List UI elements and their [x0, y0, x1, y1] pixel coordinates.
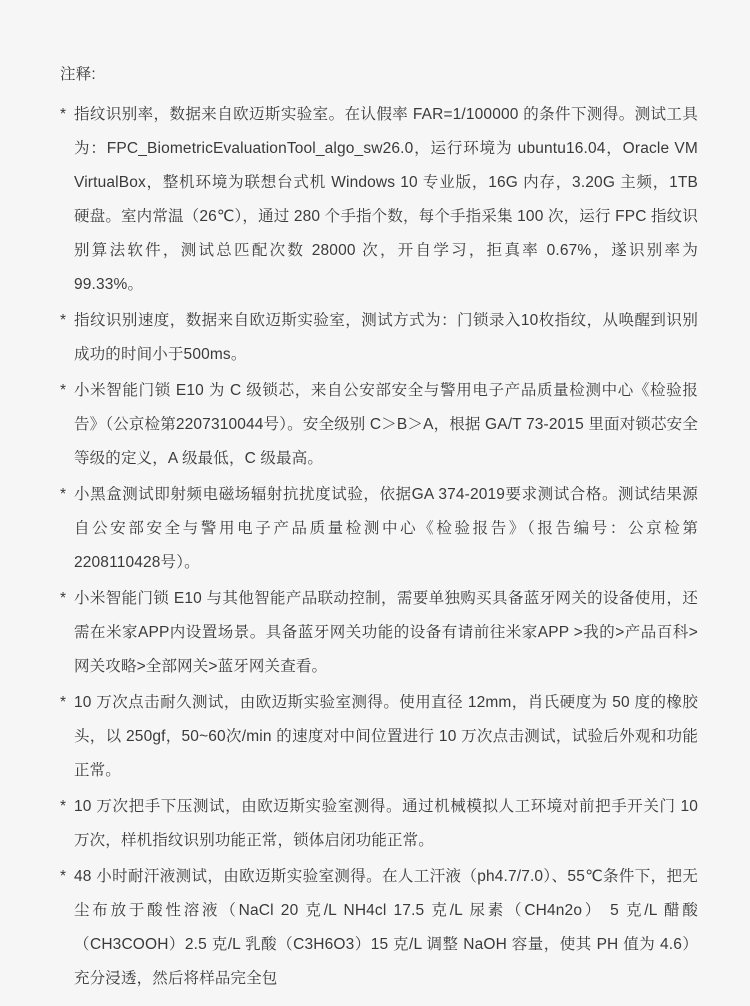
list-bullet: *	[60, 486, 67, 503]
list-item-text: 小米智能门锁 E10 与其他智能产品联动控制，需要单独购买具备蓝牙网关的设备使用，还需在米家APP内设置场景。具备蓝牙网关功能的设备有请前往米家APP >我的>产品百科>网关攻略>全部网关>蓝牙网关查看。	[74, 590, 698, 675]
list-item	[60, 98, 698, 302]
list-item	[60, 582, 698, 684]
list-item-text: 小黑盒测试即射频电磁场辐射抗扰度试验，依据GA 374-2019要求测试合格。测试结果源自公安部安全与警用电子产品质量检测中心《检验报告》（报告编号：公京检第2208110428号）。	[74, 486, 698, 571]
list-item	[60, 860, 698, 996]
list-bullet: *	[60, 106, 67, 123]
list-bullet: *	[60, 382, 67, 399]
list-item-text: 10 万次点击耐久测试，由欧迈斯实验室测得。使用直径 12mm，肖氏硬度为 50 度的橡胶头，以 250gf，50~60次/min 的速度对中间位置进行 10 万次点击测试，试验后外观和功能正常。	[74, 694, 698, 779]
list-item	[60, 374, 698, 476]
page-title: 注释:	[60, 66, 96, 83]
list-item	[60, 790, 698, 858]
list-bullet: *	[60, 590, 67, 607]
list-item-text: 指纹识别速度，数据来自欧迈斯实验室，测试方式为：门锁录入10枚指纹，从唤醒到识别成功的时间小于500ms。	[74, 312, 698, 363]
list-item-text: 48 小时耐汗液测试，由欧迈斯实验室测得。在人工汗液（ph4.7/7.0）、55℃条件下，把无尘布放于酸性溶液（NaCl 20 克/L NH4cl 17.5 克/L 尿素（CH4n2o） 5 克/L 醋酸（CH3COOH）2.5 克/L 乳酸（C3H6O3）15 克/L 调整 NaOH 容量，使其 PH 值为 4.6）充分浸透，然后将样品完全包	[74, 868, 698, 987]
list-bullet: *	[60, 694, 67, 711]
list-item-text: 指纹识别率，数据来自欧迈斯实验室。在认假率 FAR=1/100000 的条件下测得。测试工具为：FPC_BiometricEvaluationTool_algo_sw26.0，运行环境为 ubuntu16.04，Oracle VM VirtualBox，整机环境为联想台式机 Windows 10 专业版，16G 内存，3.20G 主频，1TB 硬盘。室内常温（26℃），通过 280 个手指个数，每个手指采集 100 次，运行 FPC 指纹识别算法软件，测试总匹配次数 28000 次，开自学习，拒真率 0.67%，遂识别率为 99.33%。	[74, 106, 698, 293]
list-item	[60, 686, 698, 788]
list-bullet: *	[60, 868, 67, 885]
list-item	[60, 478, 698, 580]
list-bullet: *	[60, 312, 67, 329]
list-item	[60, 304, 698, 372]
list-item-text: 小米智能门锁 E10 为 C 级锁芯，来自公安部安全与警用电子产品质量检测中心《检验报告》（公京检第2207310044号）。安全级别 C＞B＞A，根据 GA/T 73-2015 里面对锁芯安全等级的定义，A 级最低，C 级最高。	[74, 382, 698, 467]
list-bullet: *	[60, 798, 67, 815]
list-item-text: 10 万次把手下压测试，由欧迈斯实验室测得。通过机械模拟人工环境对前把手开关门 10 万次，样机指纹识别功能正常，锁体启闭功能正常。	[74, 798, 698, 849]
